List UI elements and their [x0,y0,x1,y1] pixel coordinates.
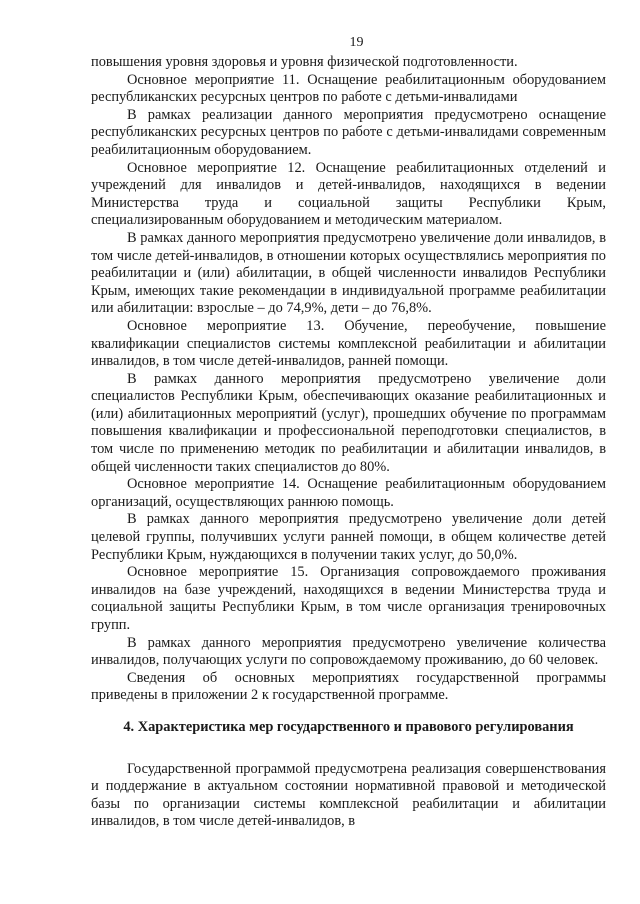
paragraph-measure-12-details: В рамках данного мероприятия предусмотрено увеличение доли инвалидов, в том числе детей-инвалидов, в отношении которых осуществлялись мероприятия по реабилитации и (или) абилитации, в общей численности инвалидов Республики Крым, имеющих такие рекомендации в индивидуальной программе реабилитации или абилитации: взрослые – до 74,9%, дети – до 76,8%. [91,229,606,317]
paragraph-measure-14-details: В рамках данного мероприятия предусмотрено увеличение доли детей целевой группы, получивших услуги ранней помощи, в общем количестве детей Республики Крым, нуждающихся в получении таких услуг, до 50,0%. [91,511,606,563]
paragraph-measure-14: Основное мероприятие 14. Оснащение реабилитационным оборудованием организаций, осуществляющих раннюю помощь. [91,476,606,510]
paragraph-measure-13: Основное мероприятие 13. Обучение, переобучение, повышение квалификации специалистов системы комплексной реабилитации и абилитации инвалидов, в том числе детей-инвалидов, ранней помощи. [91,317,606,370]
page-number: 19 [349,35,364,50]
paragraph-measure-15-details: В рамках данного мероприятия предусмотрено увеличение количества инвалидов, получающих услуги по сопровождаемому проживанию, до 60 человек. [91,634,606,669]
paragraph-measure-15: Основное мероприятие 15. Организация сопровождаемого проживания инвалидов на базе учреждений, находящихся в ведении Министерства труда и социальной защиты Республики Крым, в том числе организация тренировочных групп. [91,564,606,633]
document-page [91,32,606,831]
paragraph-measure-11: Основное мероприятие 11. Оснащение реабилитационным оборудованием республиканских ресурсных центров по работе с детьми-инвалидами [91,71,606,106]
paragraph-measure-13-details: В рамках данного мероприятия предусмотрено увеличение доли специалистов Республики Крым, обеспечивающих оказание реабилитационных и (или) абилитационных мероприятий (услуг), прошедших обучение по программам повышения квалификации и профессиональной переподготовки специалистов, в том числе по применению методик по реабилитации и абилитации инвалидов, в общей численности таких специалистов до 80%. [91,370,606,475]
paragraph-continuation: повышения уровня здоровья и уровня физической подготовленности. [91,54,518,70]
paragraph-measure-12: Основное мероприятие 12. Оснащение реабилитационных отделений и учреждений для инвалидов и детей-инвалидов, находящихся в ведении Министерства труда и социальной защиты Республики Крым, специализированным оборудованием и методическим материалом. [91,159,606,229]
paragraph-measure-11-details: В рамках реализации данного мероприятия предусмотрено оснащение республиканских ресурсных центров по работе с детьми-инвалидами современным реабилитационным оборудованием. [91,106,606,158]
section-heading: 4. Характеристика мер государственного и правового регулирования [123,718,574,735]
paragraph-appendix-reference: Сведения об основных мероприятиях государственной программы приведены в приложении 2 к государственной программе. [91,669,606,704]
paragraph-section-4-intro: Государственной программой предусмотрена реализация совершенствования и поддержание в актуальном состоянии нормативной правовой и методической базы по организации системы комплексной реабилитации и абилитации инвалидов, в том числе детей-инвалидов, в [91,760,606,830]
